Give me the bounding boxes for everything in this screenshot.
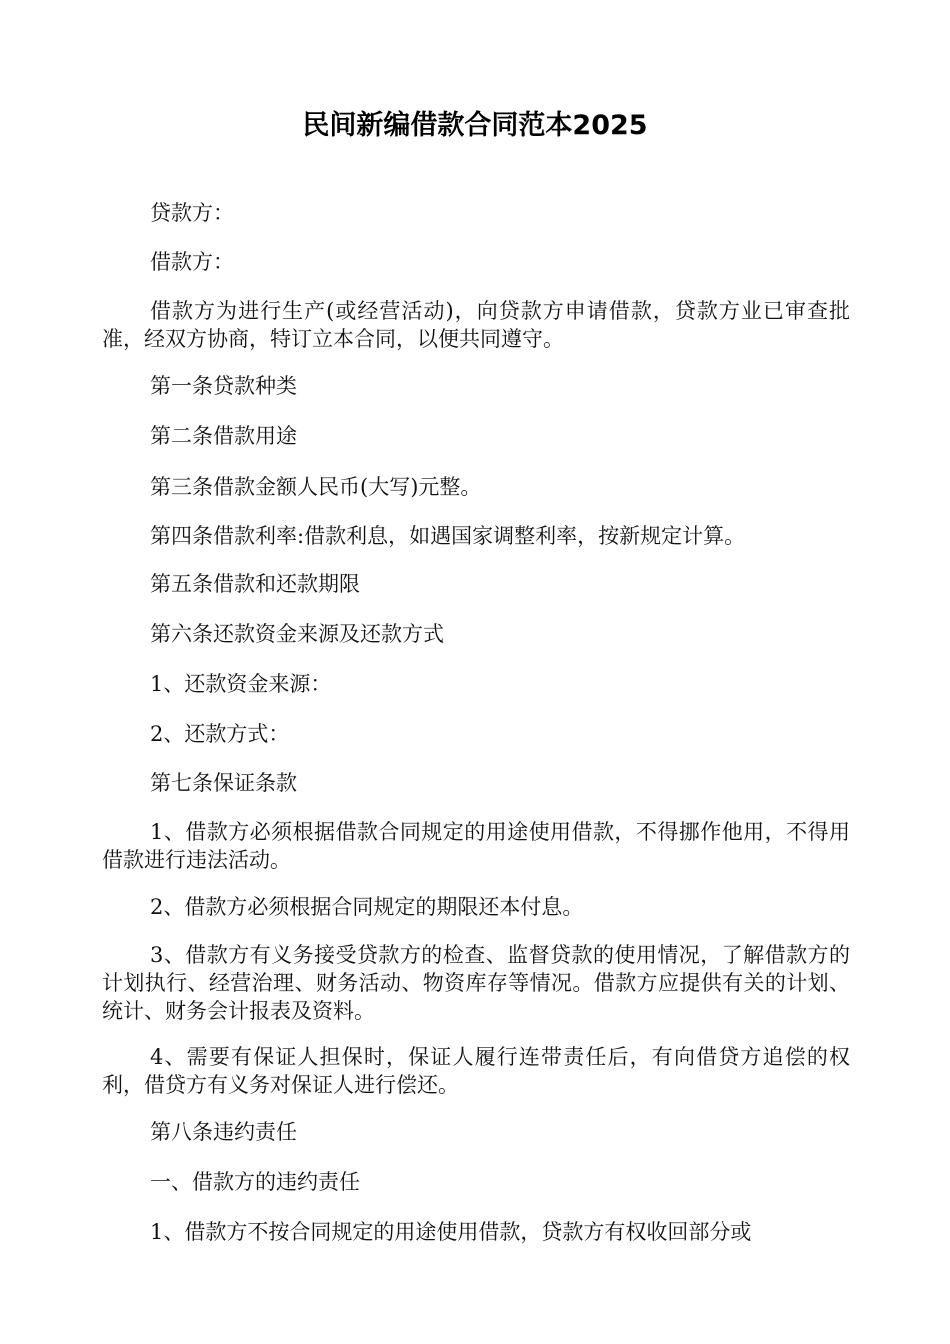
paragraph-article-5: 第五条借款和还款期限 xyxy=(150,572,360,596)
paragraph-intro: 借款方为进行生产(或经营活动)，向贷款方申请借款，贷款方业已审查批准，经双方协商，特订立本合同，以便共同遵守。 xyxy=(102,299,850,351)
paragraph-guarantee-3: 3、借款方有义务接受贷款方的检查、监督贷款的使用情况，了解借款方的计划执行、经营治理、财务活动、物资库存等情况。借款方应提供有关的计划、统计、财务会计报表及资料。 xyxy=(102,943,850,1023)
document-title: 民间新编借款合同范本2025 xyxy=(302,110,648,141)
paragraph-repayment-source: 1、还款资金来源： xyxy=(150,672,332,696)
paragraph-article-3: 第三条借款金额人民币(大写)元整。 xyxy=(150,475,482,499)
paragraph-article-8: 第八条违约责任 xyxy=(150,1120,297,1144)
paragraph-lender: 贷款方： xyxy=(150,201,234,225)
paragraph-article-4: 第四条借款利率:借款利息，如遇国家调整利率，按新规定计算。 xyxy=(150,524,746,548)
paragraph-borrower: 借款方： xyxy=(150,250,234,274)
paragraph-article-7: 第七条保证条款 xyxy=(150,771,297,795)
paragraph-repayment-method: 2、还款方式： xyxy=(150,722,290,746)
paragraph-liability-1: 1、借款方不按合同规定的用途使用借款，贷款方有权收回部分或 xyxy=(150,1220,752,1244)
paragraph-article-1: 第一条贷款种类 xyxy=(150,374,297,398)
paragraph-borrower-liability: 一、借款方的违约责任 xyxy=(150,1170,360,1194)
paragraph-article-6: 第六条还款资金来源及还款方式 xyxy=(150,622,444,646)
paragraph-guarantee-4: 4、需要有保证人担保时，保证人履行连带责任后，有向借贷方追偿的权利，借贷方有义务对保证人进行偿还。 xyxy=(102,1045,850,1097)
paragraph-guarantee-2: 2、借款方必须根据合同规定的期限还本付息。 xyxy=(150,895,584,919)
paragraph-guarantee-1: 1、借款方必须根据借款合同规定的用途使用借款，不得挪作他用，不得用借款进行违法活动。 xyxy=(102,820,850,872)
paragraph-article-2: 第二条借款用途 xyxy=(150,424,297,448)
